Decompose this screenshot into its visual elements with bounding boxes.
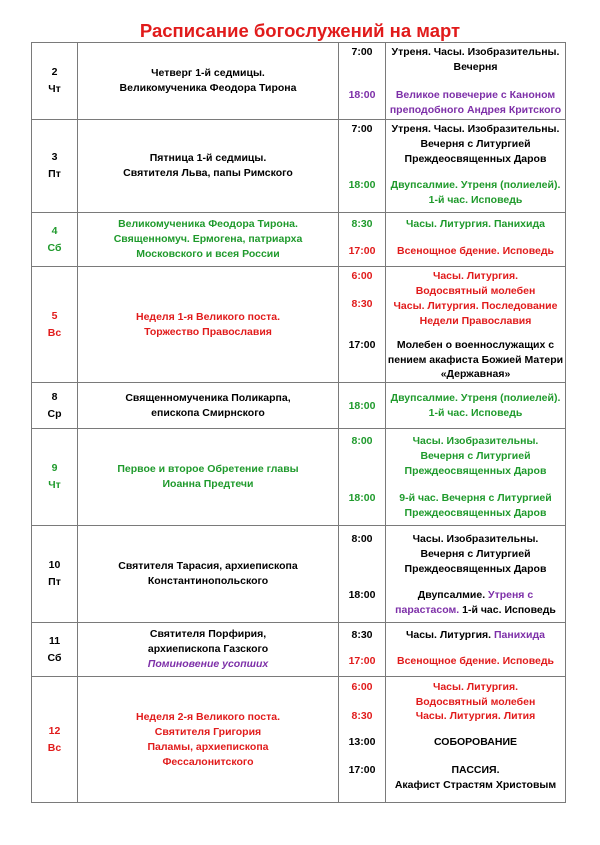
- feast-line: Фессалонитского: [162, 755, 254, 768]
- feast-line: Пятница 1-й седмицы.: [149, 152, 267, 164]
- time-cell: [339, 623, 386, 677]
- service-line: Великое повечерие с Каноном: [395, 89, 556, 101]
- feast-line: Первое и второе Обретение главы: [117, 463, 299, 475]
- feast-line: Святителя Григория: [154, 725, 262, 738]
- date: 10: [48, 559, 61, 571]
- feast-line: епископа Смирнского: [151, 406, 265, 419]
- day-cell: [32, 677, 78, 803]
- service-line: Часы. Литургия. Лития: [415, 710, 536, 722]
- feast-cell: [78, 120, 339, 213]
- service-part: Панихида: [494, 629, 545, 641]
- table-row: [32, 213, 566, 267]
- service-cell: [386, 526, 566, 623]
- feast-line: архиепископа Газского: [147, 643, 269, 655]
- service-line: Вечерня с Литургией: [420, 548, 531, 560]
- time-cell: [339, 677, 386, 803]
- time-cell: [339, 120, 386, 213]
- time: 6:00: [351, 270, 373, 282]
- day-cell: [32, 383, 78, 429]
- feast-cell: [78, 43, 339, 120]
- service-cell: [386, 623, 566, 677]
- weekday: Ср: [47, 407, 62, 420]
- service-line: Преждеосвященных Даров: [404, 563, 547, 575]
- service-line: 1-й час. Исповедь: [428, 406, 523, 419]
- time: 7:00: [351, 46, 373, 58]
- day-cell: [32, 267, 78, 383]
- table-row: [32, 526, 566, 623]
- time: 18:00: [348, 89, 376, 101]
- feast-cell: [78, 267, 339, 383]
- feast-cell: [78, 213, 339, 267]
- date: 4: [51, 224, 58, 237]
- service-line: Часы. Литургия.: [432, 681, 519, 693]
- time-cell: [339, 526, 386, 623]
- service-line: Часы. Литургия.: [432, 270, 519, 282]
- service-line: Преждеосвященных Даров: [404, 507, 547, 519]
- service-cell: [386, 383, 566, 429]
- time-cell: [339, 267, 386, 383]
- service-cell: [386, 267, 566, 383]
- time: 18:00: [348, 589, 376, 601]
- time: 8:30: [351, 629, 373, 641]
- feast-cell: [78, 383, 339, 429]
- service-line: пением акафиста Божией Матери: [387, 354, 564, 366]
- service-part: Утреня с: [488, 589, 534, 601]
- feast-line: Паламы, архиепископа: [147, 740, 269, 753]
- feast-line: Поминовение усопших: [147, 658, 269, 670]
- service-line: Преждеосвященных Даров: [404, 153, 547, 165]
- day-cell: [32, 623, 78, 677]
- table-row: [32, 429, 566, 526]
- service-line: Утреня. Часы. Изобразительны.: [391, 46, 560, 58]
- day-cell: [32, 43, 78, 120]
- time: 18:00: [348, 399, 376, 412]
- weekday: Пт: [48, 168, 61, 180]
- feast-line: Иоанна Предтечи: [162, 478, 254, 490]
- day-cell: [32, 429, 78, 526]
- feast-cell: [78, 623, 339, 677]
- time: 17:00: [348, 764, 376, 776]
- service-line: Двупсалмие. Утреня (полиелей).: [390, 391, 561, 404]
- service-line: ПАССИЯ.: [451, 764, 500, 776]
- service-part: 1-й час. Исповедь: [459, 604, 556, 616]
- date: 2: [51, 66, 58, 78]
- weekday: Чт: [48, 83, 61, 95]
- time-cell: [339, 213, 386, 267]
- service-line: Вечерня с Литургией: [420, 138, 531, 150]
- table-row: [32, 120, 566, 213]
- feast-cell: [78, 526, 339, 623]
- service-part: Двупсалмие.: [417, 589, 489, 601]
- feast-line: Святителя Льва, папы Римского: [123, 167, 293, 179]
- service-cell: [386, 677, 566, 803]
- time: 6:00: [351, 681, 373, 693]
- weekday: Сб: [47, 651, 62, 664]
- table-row: [32, 623, 566, 677]
- table-row: [32, 383, 566, 429]
- service-cell: [386, 429, 566, 526]
- service-line: Недели Православия: [419, 315, 532, 327]
- time: 8:00: [351, 533, 373, 545]
- service-part: Часы. Литургия.: [406, 629, 494, 641]
- feast-line: Константинопольского: [147, 575, 269, 587]
- feast-line: Неделя 1-я Великого поста.: [135, 310, 281, 323]
- table-row: [32, 267, 566, 383]
- service-line: Часы. Литургия. Последование: [393, 300, 558, 312]
- time: 18:00: [348, 179, 376, 191]
- weekday: Вс: [47, 326, 62, 339]
- day-cell: [32, 120, 78, 213]
- service-line: 9-й час. Вечерня с Литургией: [399, 492, 552, 504]
- service-line: Часы. Изобразительны.: [412, 533, 539, 545]
- feast-line: Торжество Православия: [144, 325, 272, 338]
- feast-cell: [78, 677, 339, 803]
- date: 8: [51, 390, 58, 403]
- service-line: Акафист Страстям Христовым: [394, 779, 557, 791]
- time: 18:00: [348, 492, 376, 504]
- feast-line: Святителя Тарасия, архиепископа: [118, 560, 298, 572]
- feast-line: Священномученика Поликарпа,: [125, 391, 291, 404]
- feast-line: Московского и всея России: [136, 248, 280, 260]
- date: 5: [51, 309, 58, 322]
- service-cell: [386, 120, 566, 213]
- service-part: парастасом.: [395, 604, 460, 616]
- service-cell: [386, 43, 566, 120]
- service-cell: [386, 213, 566, 267]
- time: 8:00: [351, 435, 373, 447]
- time: 13:00: [348, 736, 376, 748]
- feast-line: Четверг 1-й седмицы.: [151, 67, 265, 79]
- day-cell: [32, 526, 78, 623]
- feast-line: Святителя Порфирия,: [149, 628, 267, 640]
- service-line: Молебен о военнослужащих с: [396, 339, 555, 351]
- service-line: Часы. Литургия. Панихида: [406, 218, 545, 230]
- feast-line: Великомученика Феодора Тирона: [119, 82, 297, 94]
- service-line: «Державная»: [440, 368, 511, 380]
- feast-line: Великомученика Феодора Тирона.: [118, 218, 298, 230]
- service-line: Вечерня: [453, 61, 498, 73]
- service-line: Всенощное бдение. Исповедь: [396, 655, 554, 667]
- table-row: [32, 677, 566, 803]
- time-cell: [339, 429, 386, 526]
- time: 8:30: [351, 218, 373, 230]
- time: 17:00: [348, 655, 376, 667]
- service-line: Всенощное бдение. Исповедь: [396, 245, 554, 257]
- date: 11: [48, 634, 61, 647]
- time: 17:00: [348, 245, 376, 257]
- feast-line: Неделя 2-я Великого поста.: [135, 710, 281, 723]
- service-line: Утреня. Часы. Изобразительны.: [391, 123, 560, 135]
- date: 9: [51, 462, 58, 474]
- feast-line: Священномуч. Ермогена, патриарха: [113, 233, 303, 245]
- feast-cell: [78, 429, 339, 526]
- page-title: Расписание богослужений на март: [139, 20, 461, 41]
- service-line: 1-й час. Исповедь: [428, 194, 523, 206]
- weekday: Пт: [48, 576, 61, 588]
- service-line: Преждеосвященных Даров: [404, 465, 547, 477]
- time: 8:30: [351, 710, 373, 722]
- time: 7:00: [351, 123, 373, 135]
- time: 17:00: [348, 339, 376, 351]
- service-line: Вечерня с Литургией: [420, 450, 531, 462]
- schedule-table: [31, 42, 566, 803]
- service-line: Водосвятный молебен: [415, 696, 536, 708]
- service-line: Часы. Изобразительны.: [412, 435, 539, 447]
- date: 3: [51, 151, 58, 163]
- service-line: СОБОРОВАНИЕ: [433, 736, 517, 748]
- weekday: Вс: [47, 741, 62, 754]
- day-cell: [32, 213, 78, 267]
- time-cell: [339, 43, 386, 120]
- table-row: [32, 43, 566, 120]
- time: 8:30: [351, 298, 373, 310]
- service-line: Двупсалмие. Утреня (полиелей).: [390, 179, 561, 191]
- weekday: Чт: [48, 479, 61, 491]
- service-line: Водосвятный молебен: [415, 285, 536, 297]
- service-line: преподобного Андрея Критского: [389, 104, 562, 116]
- weekday: Сб: [47, 241, 62, 254]
- time-cell: [339, 383, 386, 429]
- date: 12: [48, 724, 61, 737]
